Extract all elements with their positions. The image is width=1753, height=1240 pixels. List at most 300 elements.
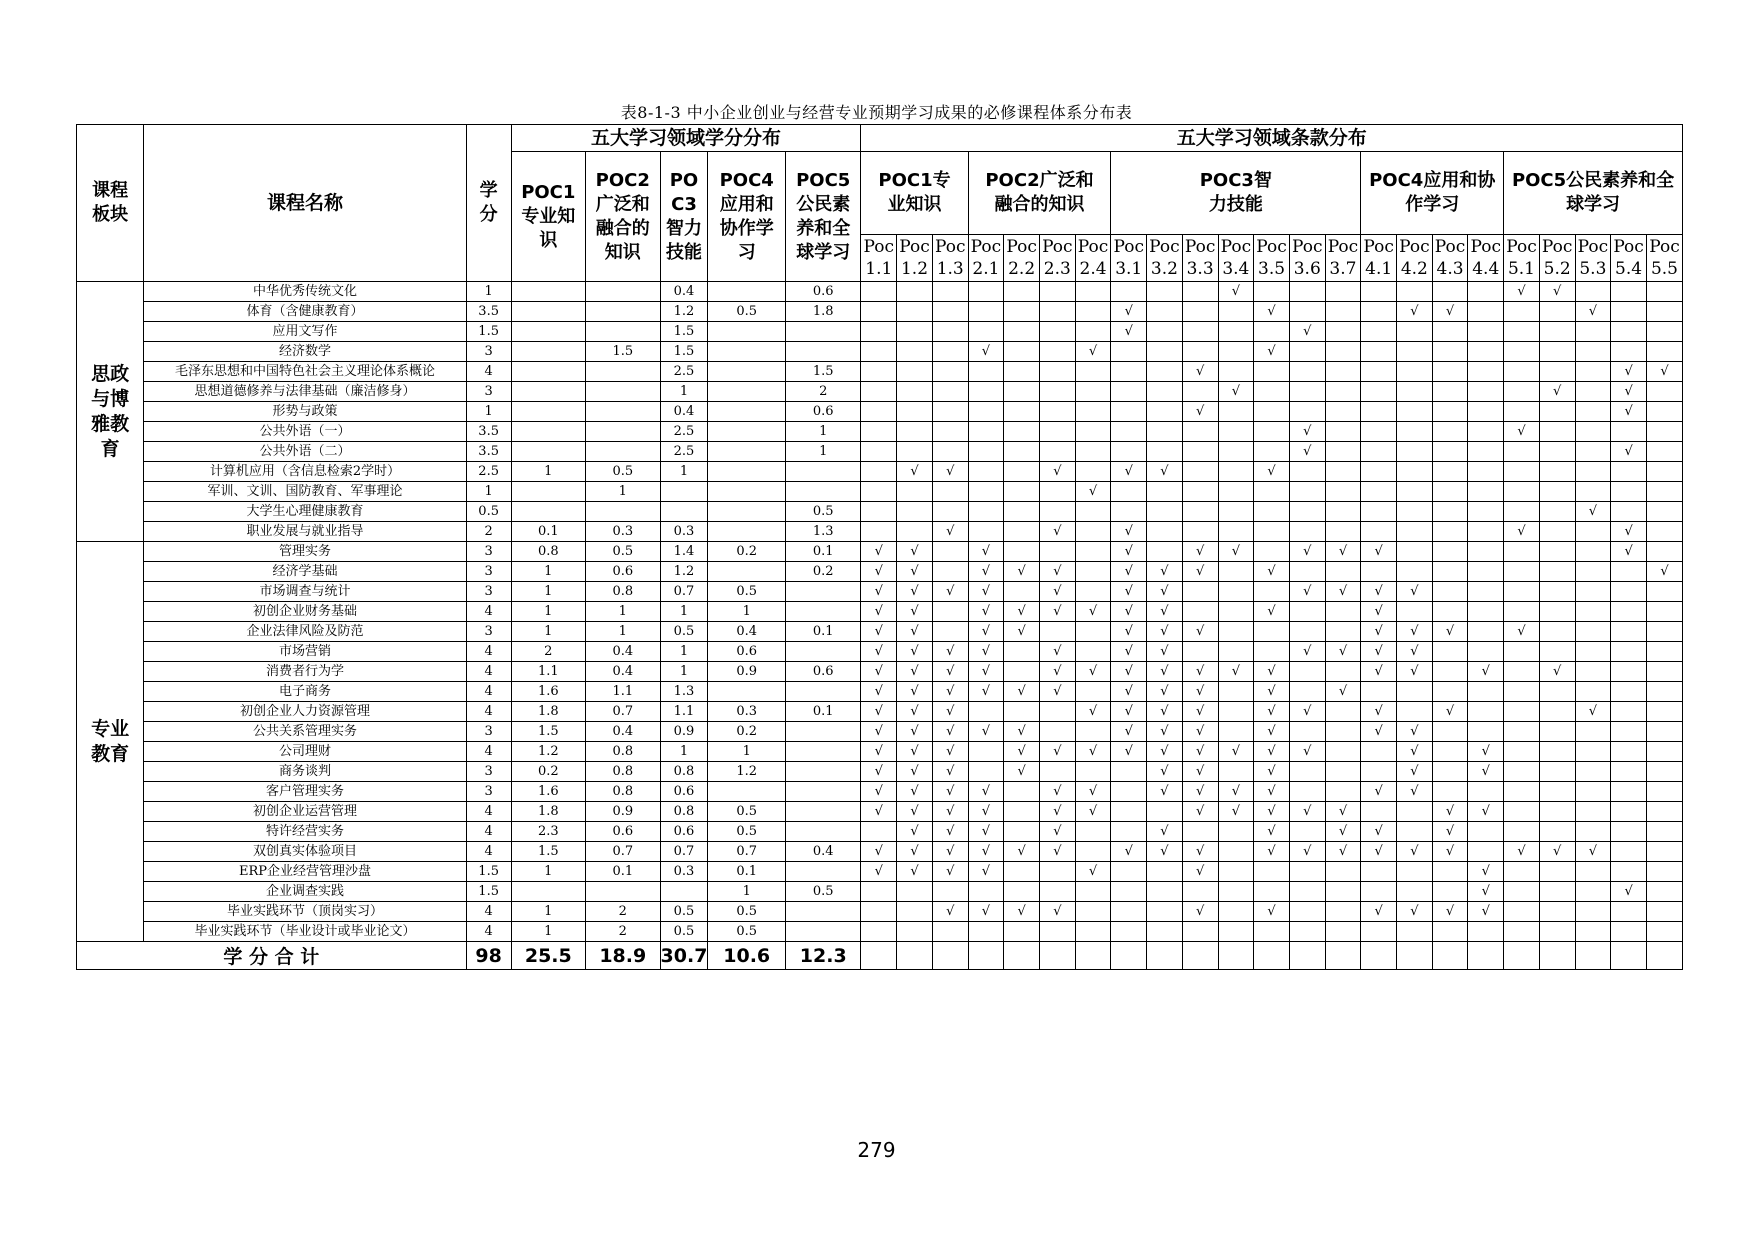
clause-cell [1646, 342, 1682, 362]
credit-poc2: 1 [586, 602, 660, 622]
clause-cell [1539, 482, 1575, 502]
check-mark: √ [897, 462, 933, 482]
clause-cell [932, 882, 968, 902]
clause-cell [1218, 842, 1254, 862]
clause-cell [1468, 722, 1504, 742]
clause-cell [1218, 362, 1254, 382]
check-mark: √ [1289, 422, 1325, 442]
check-mark: √ [1147, 562, 1183, 582]
check-mark: √ [1147, 622, 1183, 642]
clause-cell [968, 502, 1004, 522]
clause-cell [1468, 522, 1504, 542]
credit-poc5: 0.2 [785, 562, 860, 582]
check-mark: √ [861, 862, 897, 882]
check-mark: √ [932, 902, 968, 922]
check-mark: √ [1182, 842, 1218, 862]
clause-cell [1539, 922, 1575, 942]
check-mark: √ [1325, 582, 1361, 602]
check-mark: √ [1539, 282, 1575, 302]
clause-cell [968, 882, 1004, 902]
credit-poc5 [785, 682, 860, 702]
clause-cell [1611, 782, 1647, 802]
clause-cell [1539, 402, 1575, 422]
clause-cell [1646, 622, 1682, 642]
clause-cell [1075, 322, 1111, 342]
course-credit: 1.5 [466, 862, 511, 882]
clause-cell [1325, 502, 1361, 522]
header-clause-group-poc1-label: POC1专业知识 [878, 170, 951, 215]
header-credit-distribution-label: 五大学习领域学分分布 [591, 127, 782, 149]
clause-cell [1611, 682, 1647, 702]
check-mark: √ [1147, 682, 1183, 702]
credit-poc4: 0.5 [708, 902, 786, 922]
clause-cell [1361, 502, 1397, 522]
course-name: 中华优秀传统文化 [144, 282, 466, 302]
course-name: 军训、文训、国防教育、军事理论 [144, 482, 466, 502]
check-mark: √ [968, 562, 1004, 582]
credit-poc4: 1 [708, 882, 786, 902]
course-credit: 4 [466, 662, 511, 682]
check-mark: √ [1432, 842, 1468, 862]
table-row [77, 422, 1683, 442]
clause-cell [1325, 922, 1361, 942]
check-mark: √ [1611, 882, 1647, 902]
check-mark: √ [1182, 662, 1218, 682]
course-name: 经济学基础 [144, 562, 466, 582]
check-mark: √ [932, 742, 968, 762]
clause-cell [1289, 302, 1325, 322]
clause-cell [1218, 302, 1254, 322]
clause-cell [1361, 342, 1397, 362]
clause-cell [1004, 542, 1040, 562]
clause-cell [932, 502, 968, 522]
credit-poc3: 2.5 [660, 362, 708, 382]
clause-cell [1646, 502, 1682, 522]
clause-cell [1468, 682, 1504, 702]
clause-cell [1611, 282, 1647, 302]
course-name: 毛泽东思想和中国特色社会主义理论体系概论 [144, 362, 466, 382]
clause-cell [1039, 322, 1075, 342]
check-mark: √ [1147, 702, 1183, 722]
clause-cell [968, 362, 1004, 382]
header-credit-poc2 [586, 152, 660, 282]
clause-cell [1254, 322, 1290, 342]
check-mark: √ [1539, 662, 1575, 682]
credit-poc3: 1 [660, 462, 708, 482]
credit-poc4 [708, 282, 786, 302]
clause-cell [1039, 502, 1075, 522]
check-mark: √ [1254, 342, 1290, 362]
clause-cell [1432, 882, 1468, 902]
header-clause-col [1182, 235, 1218, 282]
header-clause-group-poc2 [968, 152, 1111, 235]
check-mark: √ [1147, 842, 1183, 862]
check-mark: √ [1289, 442, 1325, 462]
course-credit: 1 [466, 282, 511, 302]
check-mark: √ [968, 842, 1004, 862]
check-mark: √ [861, 722, 897, 742]
check-mark: √ [968, 722, 1004, 742]
header-clause-col [1504, 235, 1540, 282]
clause-cell [932, 622, 968, 642]
clause-cell [1361, 862, 1397, 882]
clause-cell [897, 502, 933, 522]
clause-cell [1468, 782, 1504, 802]
course-name: 初创企业财务基础 [144, 602, 466, 622]
header-clause-col-label: Poc3.4 [1220, 237, 1252, 279]
clause-cell [1504, 862, 1540, 882]
clause-cell [1111, 402, 1147, 422]
course-name: 初创企业人力资源管理 [144, 702, 466, 722]
clause-cell [897, 282, 933, 302]
clause-cell [1039, 862, 1075, 882]
clause-cell [1218, 602, 1254, 622]
clause-cell [968, 762, 1004, 782]
header-clause-col-label: Poc3.6 [1291, 237, 1323, 279]
clause-cell [1289, 382, 1325, 402]
credit-poc5 [785, 722, 860, 742]
totals-empty-cell [1111, 942, 1147, 970]
credit-poc4: 0.5 [708, 822, 786, 842]
clause-cell [1504, 322, 1540, 342]
course-name: 公司理财 [144, 742, 466, 762]
check-mark: √ [1504, 422, 1540, 442]
credit-poc5: 0.6 [785, 662, 860, 682]
clause-cell [1218, 702, 1254, 722]
clause-cell [1468, 702, 1504, 722]
clause-cell [1432, 602, 1468, 622]
course-credit: 4 [466, 602, 511, 622]
clause-cell [1575, 462, 1611, 482]
check-mark: √ [1147, 582, 1183, 602]
clause-cell [1504, 702, 1540, 722]
credit-poc2: 0.7 [586, 702, 660, 722]
check-mark: √ [861, 782, 897, 802]
credit-poc4 [708, 562, 786, 582]
clause-cell [968, 742, 1004, 762]
credit-poc2: 0.8 [586, 742, 660, 762]
check-mark: √ [1218, 802, 1254, 822]
clause-cell [1468, 642, 1504, 662]
clause-cell [1325, 382, 1361, 402]
clause-cell [1182, 342, 1218, 362]
clause-cell [1289, 762, 1325, 782]
check-mark: √ [1397, 662, 1433, 682]
check-mark: √ [932, 822, 968, 842]
check-mark: √ [1611, 382, 1647, 402]
check-mark: √ [1111, 542, 1147, 562]
check-mark: √ [1254, 702, 1290, 722]
credit-poc3 [660, 502, 708, 522]
clause-cell [1218, 462, 1254, 482]
credit-poc1 [511, 422, 585, 442]
clause-cell [1004, 922, 1040, 942]
clause-cell [1254, 282, 1290, 302]
clause-cell [1397, 542, 1433, 562]
clause-cell [1611, 702, 1647, 722]
check-mark: √ [1254, 842, 1290, 862]
clause-cell [1325, 722, 1361, 742]
check-mark: √ [1218, 782, 1254, 802]
course-credit: 4 [466, 922, 511, 942]
check-mark: √ [1254, 682, 1290, 702]
credit-poc1: 1 [511, 562, 585, 582]
check-mark: √ [1468, 762, 1504, 782]
course-credit: 3 [466, 722, 511, 742]
check-mark: √ [968, 342, 1004, 362]
clause-cell [1075, 922, 1111, 942]
credit-poc1: 0.1 [511, 522, 585, 542]
clause-cell [1147, 342, 1183, 362]
clause-cell [1111, 762, 1147, 782]
check-mark: √ [1468, 862, 1504, 882]
clause-cell [932, 542, 968, 562]
clause-cell [1539, 642, 1575, 662]
clause-cell [1504, 762, 1540, 782]
clause-cell [897, 302, 933, 322]
credit-poc3: 2.5 [660, 442, 708, 462]
check-mark: √ [1075, 662, 1111, 682]
credit-poc2: 0.8 [586, 782, 660, 802]
clause-cell [1075, 622, 1111, 642]
credit-poc2: 0.6 [586, 562, 660, 582]
course-credit: 1 [466, 482, 511, 502]
clause-cell [1004, 302, 1040, 322]
check-mark: √ [1289, 542, 1325, 562]
check-mark: √ [968, 682, 1004, 702]
clause-cell [1325, 742, 1361, 762]
credit-poc4: 0.4 [708, 622, 786, 642]
check-mark: √ [1182, 782, 1218, 802]
clause-cell [1432, 362, 1468, 382]
table-row [77, 722, 1683, 742]
check-mark: √ [1182, 802, 1218, 822]
check-mark: √ [1254, 302, 1290, 322]
clause-cell [1004, 282, 1040, 302]
check-mark: √ [1111, 842, 1147, 862]
credit-poc1 [511, 282, 585, 302]
check-mark: √ [1004, 742, 1040, 762]
course-name: 公共关系管理实务 [144, 722, 466, 742]
credit-poc1 [511, 442, 585, 462]
clause-cell [1039, 882, 1075, 902]
clause-cell [1111, 802, 1147, 822]
credit-poc5 [785, 642, 860, 662]
course-credit: 4 [466, 682, 511, 702]
clause-cell [1361, 302, 1397, 322]
clause-cell [1432, 522, 1468, 542]
clause-cell [1325, 602, 1361, 622]
clause-cell [1611, 502, 1647, 522]
clause-cell [1611, 922, 1647, 942]
clause-cell [1432, 762, 1468, 782]
clause-cell [1039, 482, 1075, 502]
credit-poc1 [511, 302, 585, 322]
course-credit: 4 [466, 802, 511, 822]
table-row [77, 322, 1683, 342]
clause-cell [1468, 602, 1504, 622]
header-clause-col-label: Poc1.1 [863, 237, 895, 279]
credit-poc3: 1.5 [660, 342, 708, 362]
clause-cell [1111, 362, 1147, 382]
credit-poc4: 1.2 [708, 762, 786, 782]
course-credit: 3 [466, 762, 511, 782]
check-mark: √ [1004, 622, 1040, 642]
clause-cell [1075, 642, 1111, 662]
course-credit: 0.5 [466, 502, 511, 522]
clause-cell [968, 922, 1004, 942]
table-row [77, 622, 1683, 642]
credit-poc3: 1 [660, 642, 708, 662]
credit-poc5: 0.5 [785, 882, 860, 902]
clause-cell [1611, 422, 1647, 442]
table-row [77, 522, 1683, 542]
header-clause-col-label: Poc2.4 [1077, 237, 1109, 279]
check-mark: √ [1218, 542, 1254, 562]
clause-cell [1111, 442, 1147, 462]
clause-cell [1504, 502, 1540, 522]
clause-cell [1325, 362, 1361, 382]
course-credit: 4 [466, 822, 511, 842]
clause-cell [1147, 902, 1183, 922]
clause-cell [1325, 282, 1361, 302]
clause-cell [1218, 822, 1254, 842]
clause-cell [1111, 502, 1147, 522]
clause-cell [1611, 722, 1647, 742]
clause-cell [1397, 922, 1433, 942]
clause-cell [1111, 902, 1147, 922]
course-credit: 3 [466, 562, 511, 582]
clause-cell [1361, 482, 1397, 502]
clause-cell [932, 322, 968, 342]
clause-cell [1361, 422, 1397, 442]
check-mark: √ [1254, 902, 1290, 922]
clause-cell [1147, 882, 1183, 902]
clause-cell [1289, 502, 1325, 522]
check-mark: √ [932, 702, 968, 722]
credit-poc4: 0.7 [708, 842, 786, 862]
credit-poc2: 0.6 [586, 822, 660, 842]
check-mark: √ [1218, 382, 1254, 402]
table-row [77, 702, 1683, 722]
check-mark: √ [1289, 842, 1325, 862]
clause-cell [1039, 382, 1075, 402]
header-clause-distribution-label: 五大学习领域条款分布 [1176, 127, 1367, 149]
check-mark: √ [968, 622, 1004, 642]
clause-cell [1039, 342, 1075, 362]
clause-cell [1539, 862, 1575, 882]
course-credit: 3 [466, 582, 511, 602]
totals-empty-cell [1039, 942, 1075, 970]
check-mark: √ [1004, 682, 1040, 702]
clause-cell [1575, 562, 1611, 582]
clause-cell [861, 322, 897, 342]
check-mark: √ [1039, 782, 1075, 802]
clause-cell [1004, 362, 1040, 382]
header-clause-group-poc5 [1504, 152, 1683, 235]
clause-cell [1646, 722, 1682, 742]
check-mark: √ [1039, 562, 1075, 582]
clause-cell [1075, 442, 1111, 462]
clause-cell [1361, 322, 1397, 342]
check-mark: √ [1182, 542, 1218, 562]
clause-cell [1539, 362, 1575, 382]
clause-cell [1075, 682, 1111, 702]
check-mark: √ [861, 682, 897, 702]
credit-poc3: 0.5 [660, 902, 708, 922]
clause-cell [1539, 802, 1575, 822]
clause-cell [1075, 422, 1111, 442]
table-row [77, 502, 1683, 522]
check-mark: √ [1504, 522, 1540, 542]
clause-cell [1075, 462, 1111, 482]
check-mark: √ [1182, 622, 1218, 642]
check-mark: √ [1075, 702, 1111, 722]
header-clause-col [1039, 235, 1075, 282]
check-mark: √ [1432, 802, 1468, 822]
clause-cell [1182, 582, 1218, 602]
credit-poc4 [708, 322, 786, 342]
clause-cell [1575, 422, 1611, 442]
check-mark: √ [1182, 682, 1218, 702]
check-mark: √ [1575, 702, 1611, 722]
check-mark: √ [1039, 522, 1075, 542]
credit-poc2: 0.9 [586, 802, 660, 822]
header-credit-poc2-label: POC2广泛和融合的知识 [595, 169, 650, 263]
clause-cell [968, 442, 1004, 462]
check-mark: √ [897, 842, 933, 862]
clause-cell [1539, 722, 1575, 742]
clause-cell [1004, 862, 1040, 882]
table-row [77, 642, 1683, 662]
clause-cell [1182, 462, 1218, 482]
header-clause-col [1289, 235, 1325, 282]
course-credit: 4 [466, 702, 511, 722]
check-mark: √ [897, 802, 933, 822]
header-clause-col [1397, 235, 1433, 282]
clause-cell [1039, 422, 1075, 442]
clause-cell [1039, 922, 1075, 942]
check-mark: √ [1039, 662, 1075, 682]
table-row [77, 582, 1683, 602]
clause-cell [1218, 722, 1254, 742]
credit-poc2: 1.5 [586, 342, 660, 362]
check-mark: √ [1289, 642, 1325, 662]
totals-poc1: 25.5 [511, 942, 585, 970]
block-cell [77, 282, 144, 542]
course-name: 形势与政策 [144, 402, 466, 422]
clause-cell [1504, 362, 1540, 382]
check-mark: √ [1432, 622, 1468, 642]
check-mark: √ [1004, 902, 1040, 922]
clause-cell [1504, 642, 1540, 662]
clause-cell [861, 482, 897, 502]
check-mark: √ [861, 662, 897, 682]
clause-cell [1075, 722, 1111, 742]
clause-cell [861, 382, 897, 402]
table-row [77, 542, 1683, 562]
credit-poc4 [708, 422, 786, 442]
clause-cell [1646, 462, 1682, 482]
credit-poc3: 1.2 [660, 562, 708, 582]
clause-cell [1646, 702, 1682, 722]
clause-cell [1254, 642, 1290, 662]
clause-cell [861, 882, 897, 902]
clause-cell [1611, 622, 1647, 642]
check-mark: √ [1111, 522, 1147, 542]
totals-poc5: 12.3 [785, 942, 860, 970]
credit-poc2: 2 [586, 922, 660, 942]
